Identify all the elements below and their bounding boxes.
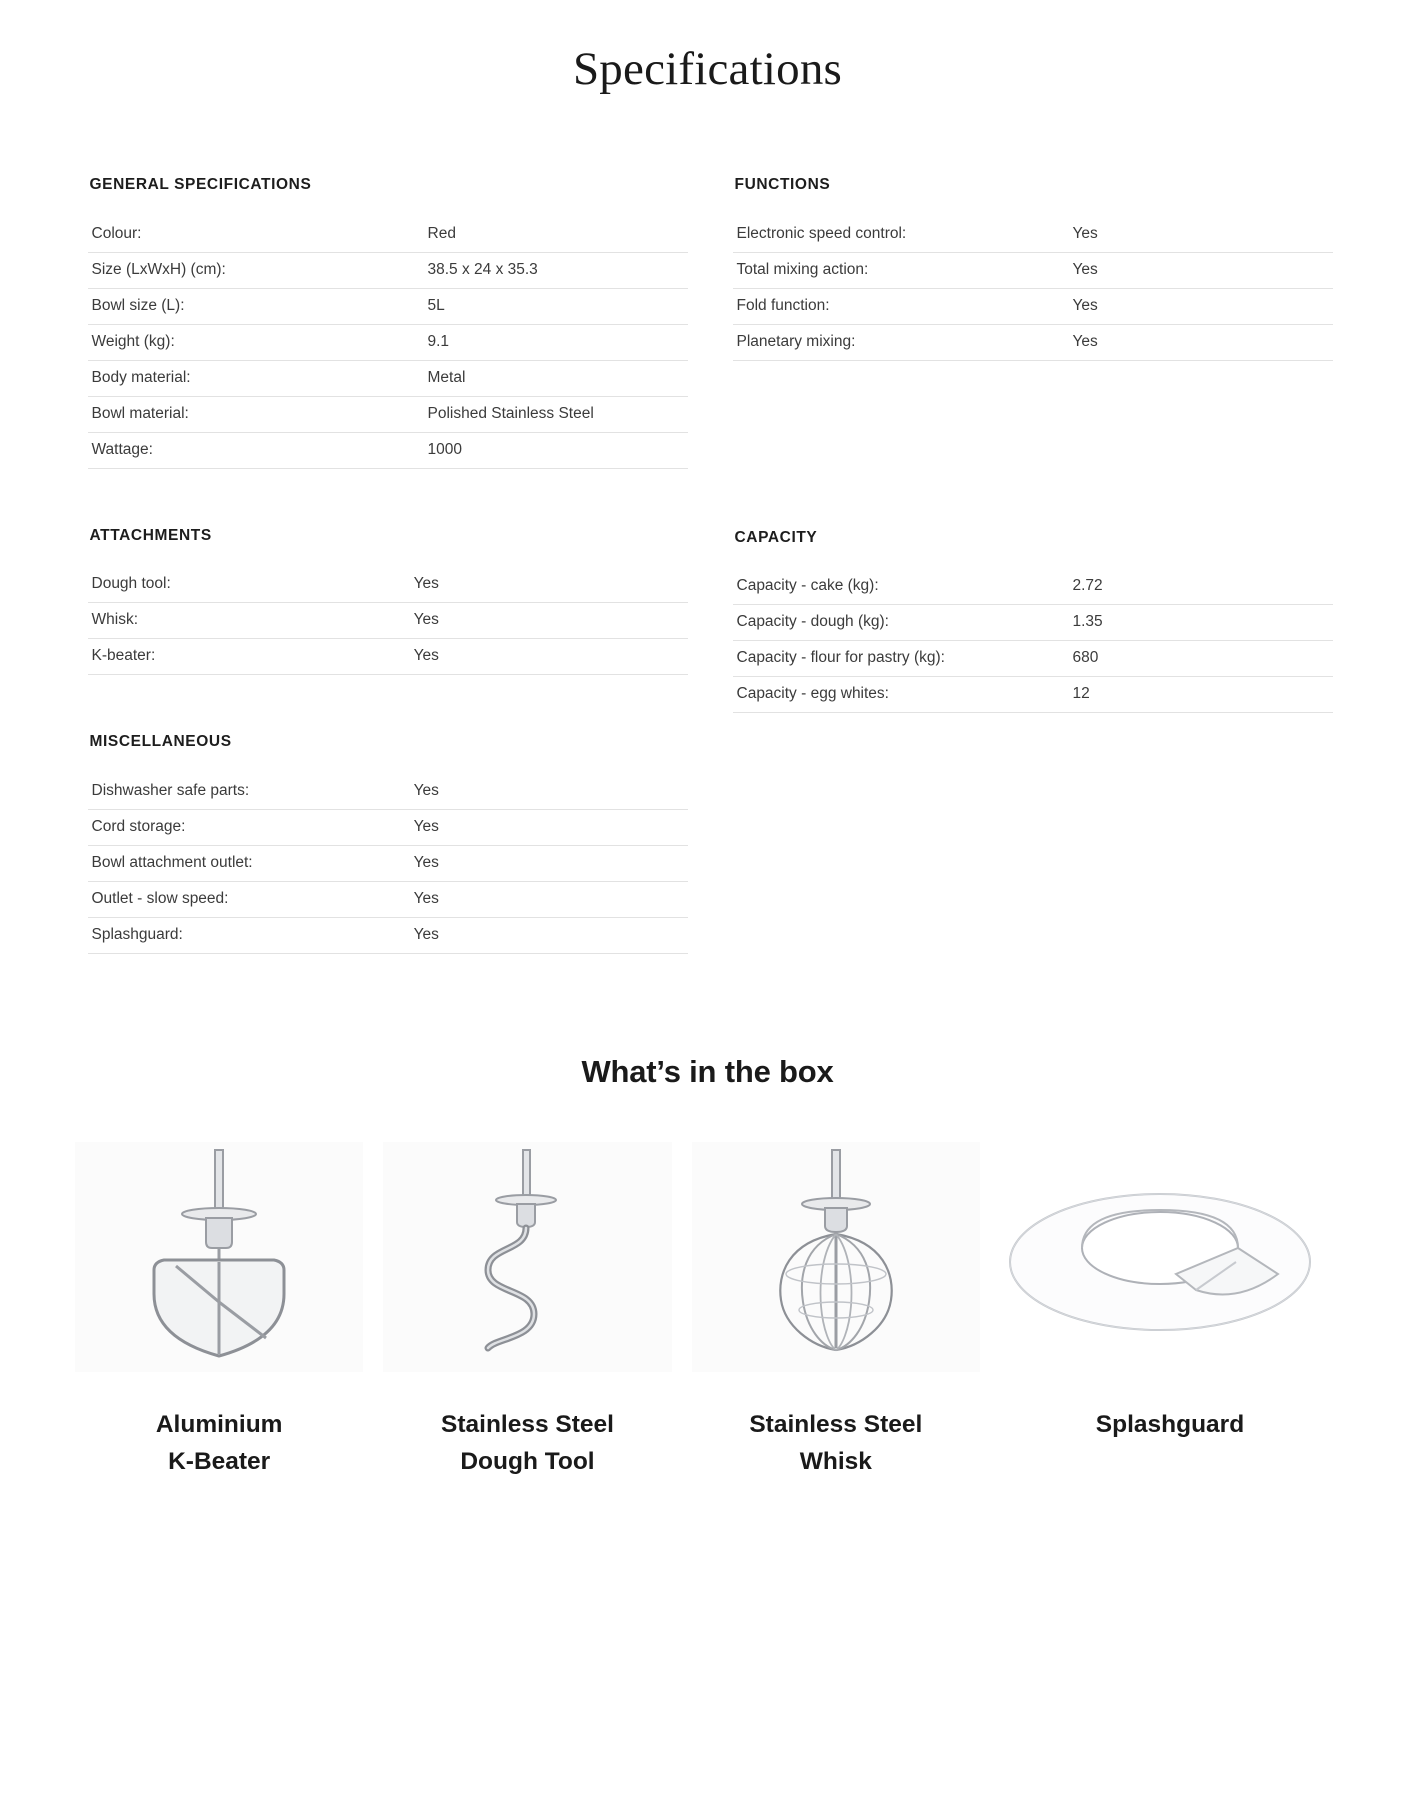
whats-in-the-box-title: What’s in the box (581, 1053, 834, 1089)
table-row (733, 641, 1333, 677)
spec-value: Metal (424, 360, 688, 396)
spec-value: Yes (410, 567, 688, 603)
specs-column-right (733, 176, 1333, 1012)
table-row (88, 881, 688, 917)
spec-value: 1000 (424, 432, 688, 468)
spec-key: Bowl attachment outlet: (88, 845, 410, 881)
spec-value: 680 (1069, 641, 1333, 677)
spec-key: Capacity - flour for pastry (kg): (733, 641, 1069, 677)
splashguard-icon (1000, 1162, 1340, 1352)
table-row (733, 252, 1333, 288)
box-item-label-line1: Splashguard (1095, 1410, 1245, 1438)
spec-value: 38.5 x 24 x 35.3 (424, 252, 688, 288)
table-row (88, 809, 688, 845)
spec-key: Dough tool: (88, 567, 410, 603)
spec-value: Yes (410, 639, 688, 675)
whisk-image (692, 1142, 980, 1372)
spec-value: Yes (410, 809, 688, 845)
box-item-splashguard (1000, 1142, 1340, 1482)
table-row (88, 324, 688, 360)
block-title-miscellaneous: MISCELLANEOUS (89, 733, 232, 750)
table-row (88, 288, 688, 324)
table-row (88, 216, 688, 252)
spec-block-miscellaneous (88, 733, 688, 954)
table-row (88, 639, 688, 675)
spec-key: Dishwasher safe parts: (88, 773, 410, 809)
spec-value: Yes (410, 881, 688, 917)
spec-value: Yes (410, 603, 688, 639)
table-row (733, 324, 1333, 360)
spec-key: Size (LxWxH) (cm): (88, 252, 424, 288)
box-item-label-line1: Stainless Steel (441, 1410, 614, 1438)
spec-value: Yes (410, 773, 688, 809)
spec-key: Bowl material: (88, 396, 424, 432)
box-item-label (156, 1406, 283, 1482)
box-item-k-beater (75, 1142, 363, 1482)
spec-key: Colour: (88, 216, 424, 252)
spec-key: Capacity - egg whites: (733, 677, 1069, 713)
table-row (88, 845, 688, 881)
whats-in-the-box-grid (75, 1142, 1340, 1482)
spec-value: Yes (1069, 324, 1333, 360)
box-item-label (749, 1406, 922, 1482)
spec-block-general-specifications (88, 176, 688, 469)
spec-value: Yes (410, 845, 688, 881)
table-row (733, 569, 1333, 605)
k-beater-icon (114, 1142, 324, 1372)
spec-value: Red (424, 216, 688, 252)
spec-key: Capacity - dough (kg): (733, 605, 1069, 641)
block-title-general-specifications: GENERAL SPECIFICATIONS (89, 176, 312, 193)
box-item-label-line1: Stainless Steel (749, 1410, 923, 1438)
spec-key: Bowl size (L): (88, 288, 424, 324)
spec-table-functions (733, 216, 1333, 361)
table-row (733, 605, 1333, 641)
spec-key: Electronic speed control: (733, 216, 1069, 252)
table-row (88, 360, 688, 396)
box-item-dough-tool (383, 1142, 671, 1482)
spec-table-miscellaneous (88, 773, 688, 954)
whisk-icon (731, 1142, 941, 1372)
spec-table-general-specifications (88, 216, 688, 469)
table-row (733, 677, 1333, 713)
spec-key: Weight (kg): (88, 324, 424, 360)
block-title-attachments: ATTACHMENTS (89, 526, 212, 544)
box-item-label (441, 1406, 614, 1482)
table-row (88, 432, 688, 468)
dough-tool-image (383, 1142, 671, 1372)
spec-block-functions (733, 176, 1333, 361)
spec-value: 1.35 (1069, 605, 1333, 641)
table-row (88, 917, 688, 953)
spec-table-attachments (88, 567, 688, 676)
spec-key: Total mixing action: (733, 252, 1069, 288)
block-title-capacity: CAPACITY (734, 528, 818, 546)
spec-key: K-beater: (88, 639, 410, 675)
specs-column-left (88, 176, 688, 1012)
spec-value: Polished Stainless Steel (424, 396, 688, 432)
table-row (733, 288, 1333, 324)
box-item-whisk (692, 1142, 980, 1482)
table-row (733, 216, 1333, 252)
box-item-label-line2: K-Beater (168, 1448, 271, 1476)
box-item-label-line2: Whisk (799, 1448, 872, 1476)
table-row (88, 603, 688, 639)
box-item-label (1096, 1406, 1244, 1444)
spec-value: 12 (1069, 677, 1333, 713)
spec-key: Whisk: (88, 603, 410, 639)
spec-value: 5L (424, 288, 688, 324)
spec-key: Wattage: (88, 432, 424, 468)
spec-value: 2.72 (1069, 569, 1333, 605)
table-row (88, 773, 688, 809)
dough-tool-icon (422, 1142, 632, 1372)
spec-key: Splashguard: (88, 917, 410, 953)
spec-table-capacity (733, 569, 1333, 714)
spec-key: Cord storage: (88, 809, 410, 845)
spec-value: Yes (1069, 288, 1333, 324)
box-item-label-line1: Aluminium (155, 1410, 283, 1438)
spec-value: 9.1 (424, 324, 688, 360)
spec-block-attachments (88, 527, 688, 676)
table-row (88, 252, 688, 288)
table-row (88, 567, 688, 603)
spec-key: Outlet - slow speed: (88, 881, 410, 917)
spec-value: Yes (410, 917, 688, 953)
box-item-label-line2: Dough Tool (460, 1448, 595, 1476)
specifications-page (0, 42, 1415, 1481)
spec-block-capacity (733, 529, 1333, 714)
specifications-grid (88, 176, 1328, 1012)
spec-value: Yes (1069, 216, 1333, 252)
spec-key: Body material: (88, 360, 424, 396)
page-title: Specifications (572, 43, 843, 95)
spec-key: Fold function: (733, 288, 1069, 324)
spec-key: Planetary mixing: (733, 324, 1069, 360)
spec-key: Capacity - cake (kg): (733, 569, 1069, 605)
k-beater-image (75, 1142, 363, 1372)
table-row (88, 396, 688, 432)
spec-value: Yes (1069, 252, 1333, 288)
block-title-functions: FUNCTIONS (734, 176, 831, 193)
splashguard-image (1000, 1142, 1340, 1372)
